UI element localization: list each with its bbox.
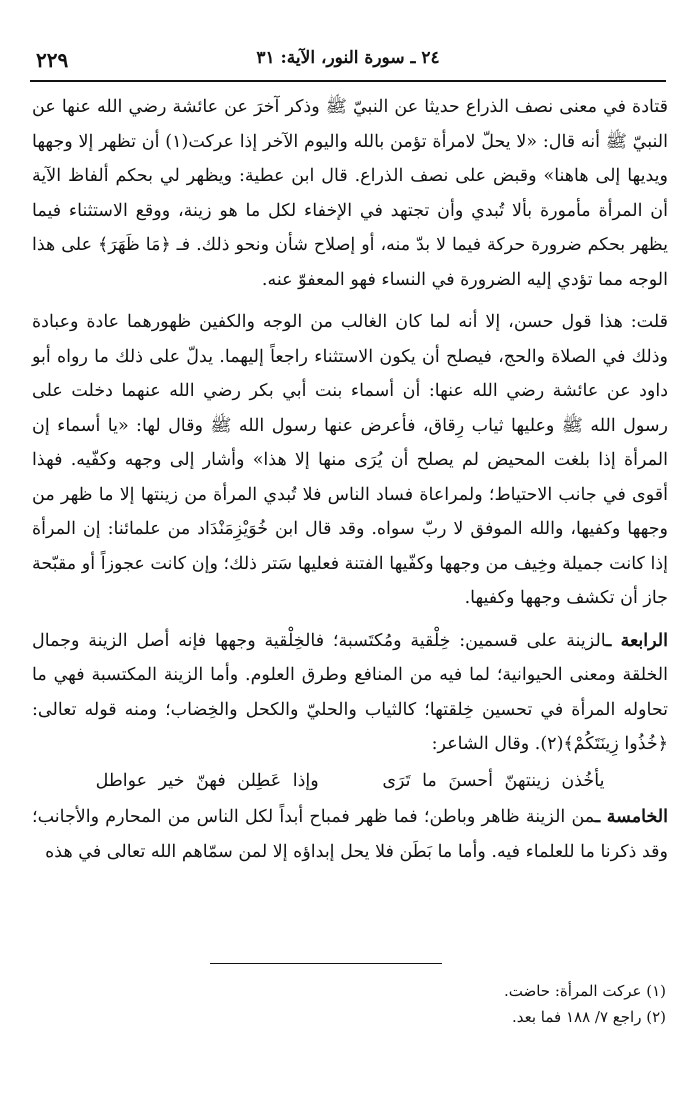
section-label-fifth: الخامسة ـ — [594, 807, 668, 827]
paragraph-3 — [32, 624, 668, 762]
footnotes — [166, 978, 666, 1030]
section-label-fourth: الرابعة ـ — [606, 630, 668, 651]
paragraph-4-text: من الزينة ظاهر وباطن؛ فما ظهر فمباح أبداً لكل الناس من المحارم والأجانب؛ وقد ذكرنا ما للعلماء فيه. وأما ما بَطَن فلا يحل إبداؤه إلا لمن سمّاهم الله تعالى في هذه — [32, 807, 668, 862]
paragraph-4 — [32, 800, 668, 869]
paragraph-gap — [32, 616, 668, 624]
verse-first-hemistich: يأخُذن زينتهنّ أحسنَ ما تَرَى — [382, 770, 605, 791]
footnote-rule — [210, 963, 442, 964]
footnote-2: (٢) راجع ٧/ ١٨٨ فما بعد. — [511, 1008, 666, 1026]
page-header — [30, 44, 666, 84]
footnote-1: (١) عركت المرأة: حاضت. — [503, 982, 666, 1000]
poetry-verse — [32, 764, 668, 799]
header-rule — [30, 80, 666, 82]
page-body — [32, 90, 668, 869]
paragraph-1: قتادة في معنى نصف الذراع حديثا عن النبيّ ﷺ وذكر آخرَ عن عائشة رضي الله عنها عن النبيّ ﷺ أنه قال: «لا يحلّ لامرأة تؤمن بالله واليوم الآخر إذا عركت(١) أن تظهر إلا وجهها ويديها إلى هاهنا» وقبض على نصف الذراع. قال ابن عطية: ويظهر لي بحكم ألفاظ الآية أن المرأة مأمورة بألا تُبدي وأن تجتهد في الإخفاء لكل ما هو زينة، ووقع الاستثناء فيما يظهر بحكم ضرورة حركة فيما لا بدّ منه، أو إصلاح شأن ونحو ذلك. فـ ﴿مَا ظَهَرَ﴾ على هذا الوجه مما تؤدي إليه الضرورة في النساء فهو المعفوّ عنه. — [32, 97, 668, 290]
running-title: ٢٤ ـ سورة النور، الآية: ٣١ — [256, 48, 440, 68]
paragraph-2: قلت: هذا قول حسن، إلا أنه لما كان الغالب من الوجه والكفين ظهورهما عادة وعبادة وذلك في الصلاة والحج، فيصلح أن يكون الاستثناء راجعاً إليهما. يدلّ على ذلك ما رواه أبو داود عن عائشة رضي الله عنها: أن أسماء بنت أبي بكر رضي الله عنهما دخلت على رسول الله ﷺ وعليها ثياب رِقاق، فأعرض عنها رسول الله ﷺ وقال لها: «يا أسماء إن المرأة إذا بلغت المحيض لم يصلح أن يُرَى منها إلا هذا» وأشار إلى وجهه وكفّيه. فهذا أقوى في جانب الاحتياط؛ ولمراعاة فساد الناس فلا تُبدي المرأة من زينتها إلا ما ظهر من وجهها وكفيها، والله الموفق لا ربّ سواه. وقد قال ابن خُوَيْزِمَنْدَاد من علمائنا: إن المرأة إذا كانت جميلة وخِيف من وجهها وكفّيها الفتنة فعليها سَتر ذلك؛ وإن كانت عجوزاً أو مقبّحة جاز أن تكشف وجهها وكفيها. — [32, 312, 668, 608]
paragraph-gap — [32, 297, 668, 305]
paragraph-3-text: الزينة على قسمين: خِلْقية ومُكتَسبة؛ فالخِلْقية وجهها فإنه أصل الزينة وجمال الخلقة ومعنى الحيوانية؛ لما فيه من المنافع وطرق العلوم. وأما الزينة المكتسبة فهي ما تحاوله المرأة في تحسين خِلقتها؛ كالثياب والحليّ والكحل والخِضاب؛ ومنه قوله تعالى: ﴿خُذُوا زِينَتَكُمْ﴾(٢). وقال الشاعر: — [32, 630, 668, 754]
verse-second-hemistich: وإذا عَطِلن فهنّ خير عواطل — [95, 770, 319, 791]
page-number: ٢٢٩ — [36, 48, 69, 72]
